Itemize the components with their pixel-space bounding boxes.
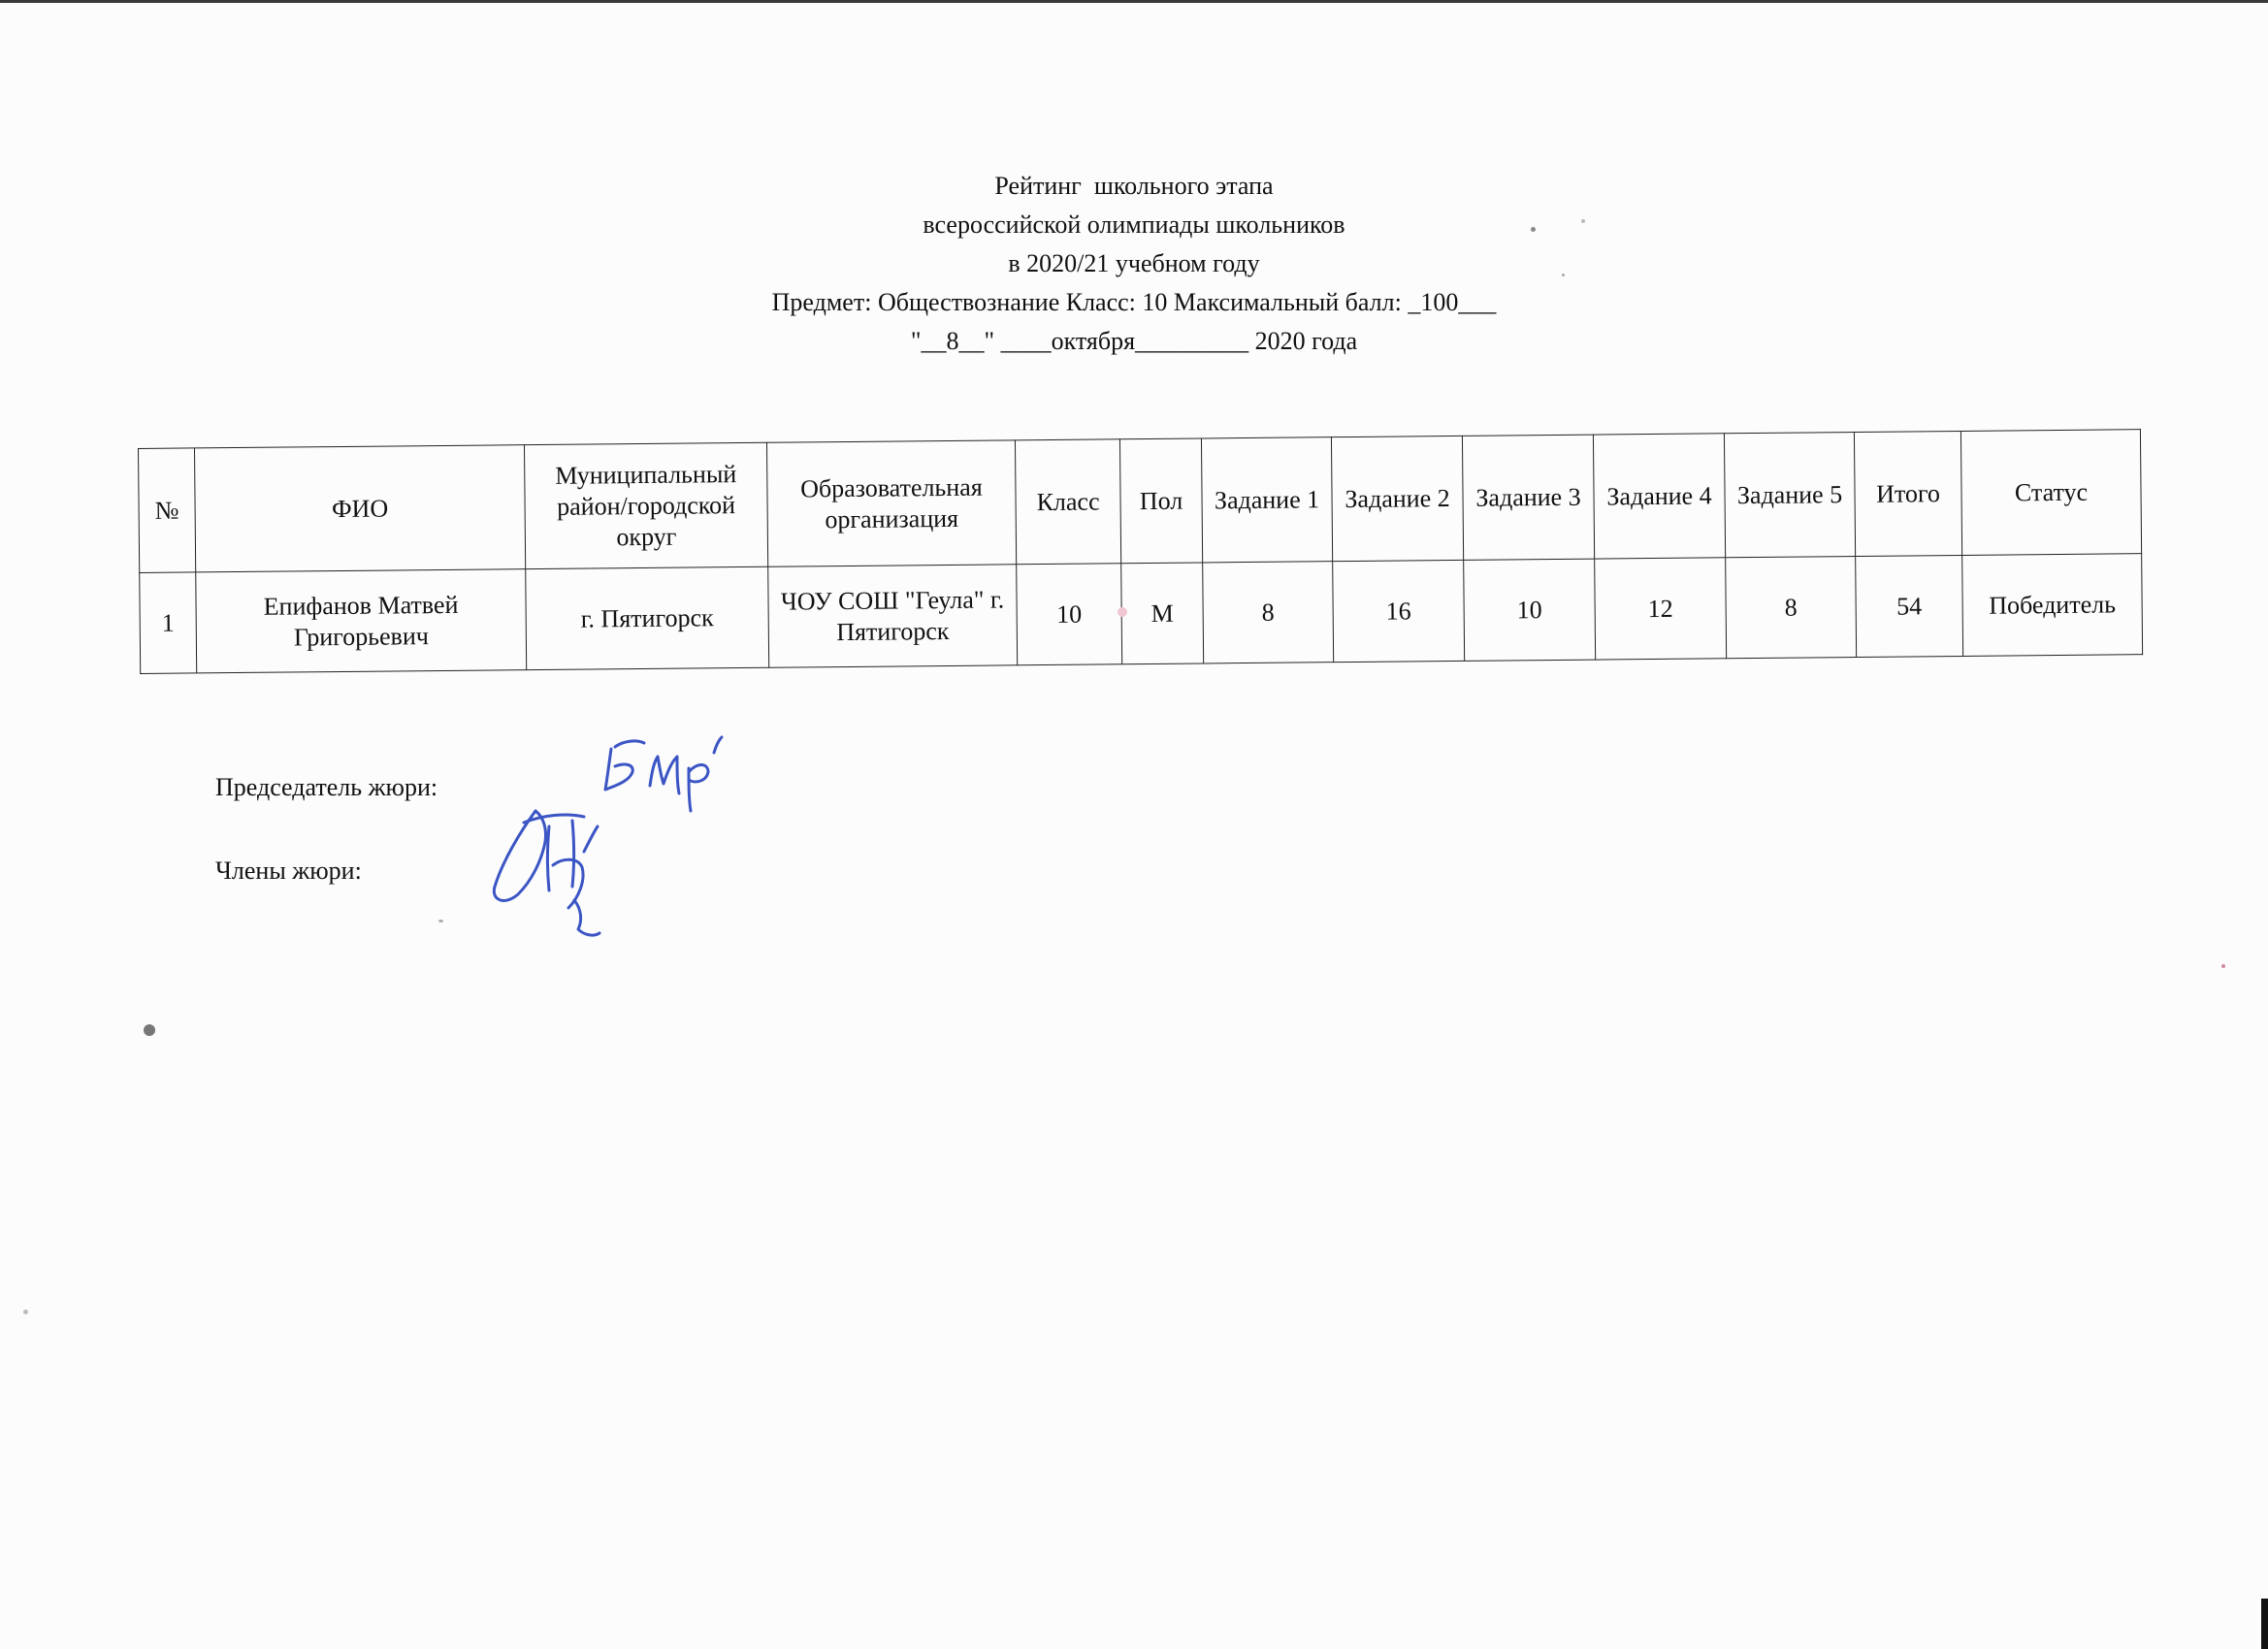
jury-chair-label: Председатель жюри: xyxy=(215,773,438,801)
cell-organization: ЧОУ СОШ "Геула" г. Пятигорск xyxy=(768,565,1018,667)
jury-members-label: Члены жюри: xyxy=(215,857,362,885)
header-sex: Пол xyxy=(1119,438,1202,564)
rating-table-container xyxy=(138,429,2142,674)
cell-status: Победитель xyxy=(1962,554,2143,657)
scan-speck xyxy=(2221,964,2225,968)
cell-task2: 16 xyxy=(1333,560,1465,662)
table-header-row xyxy=(139,430,2142,573)
table-row xyxy=(140,554,2143,674)
document-header xyxy=(0,167,2268,361)
cell-task1: 8 xyxy=(1203,562,1334,663)
header-task5: Задание 5 xyxy=(1724,433,1855,558)
cell-district: г. Пятигорск xyxy=(526,566,769,669)
scan-speck xyxy=(1531,227,1536,232)
title-line-2: всероссийской олимпиады школьников xyxy=(923,210,1345,239)
subject-line: Предмет: Обществознание Класс: 10 Максимальный балл: _100___ xyxy=(771,288,1497,316)
cell-grade: 10 xyxy=(1017,564,1122,665)
scan-speck xyxy=(1562,274,1565,276)
cell-task4: 12 xyxy=(1595,558,1727,660)
header-grade: Класс xyxy=(1015,439,1120,565)
scan-edge-right xyxy=(2261,1599,2268,1649)
date-line: "__8__" ____октября_________ 2020 года xyxy=(910,327,1358,355)
header-district: Муниципальный район/городской округ xyxy=(524,442,767,568)
title-line-1: Рейтинг школьного этапа xyxy=(994,172,1274,200)
header-status: Статус xyxy=(1960,430,2141,556)
header-task2: Задание 2 xyxy=(1331,436,1463,561)
header-num: № xyxy=(139,448,196,573)
cell-sex: М xyxy=(1121,563,1204,664)
rating-table xyxy=(138,429,2143,674)
scan-speck xyxy=(144,1024,155,1036)
cell-fio: Епифанов Матвей Григорьевич xyxy=(196,569,527,673)
cell-task5: 8 xyxy=(1726,557,1857,659)
header-task3: Задание 3 xyxy=(1462,435,1594,560)
header-organization: Образовательная организация xyxy=(766,440,1016,566)
scan-speck xyxy=(23,1310,28,1314)
scan-speck xyxy=(438,920,443,922)
scan-edge-top xyxy=(0,0,2268,3)
member-signature-icon xyxy=(485,793,621,939)
title-line-3: в 2020/21 учебном году xyxy=(1008,249,1260,277)
header-fio: ФИО xyxy=(195,445,526,572)
scan-speck xyxy=(1581,219,1585,223)
cell-total: 54 xyxy=(1856,555,1963,657)
header-task1: Задание 1 xyxy=(1201,437,1332,563)
header-total: Итого xyxy=(1854,431,1961,556)
cell-task3: 10 xyxy=(1464,559,1596,661)
scan-speck xyxy=(1118,607,1127,617)
cell-num: 1 xyxy=(140,572,197,674)
header-task4: Задание 4 xyxy=(1593,434,1725,559)
